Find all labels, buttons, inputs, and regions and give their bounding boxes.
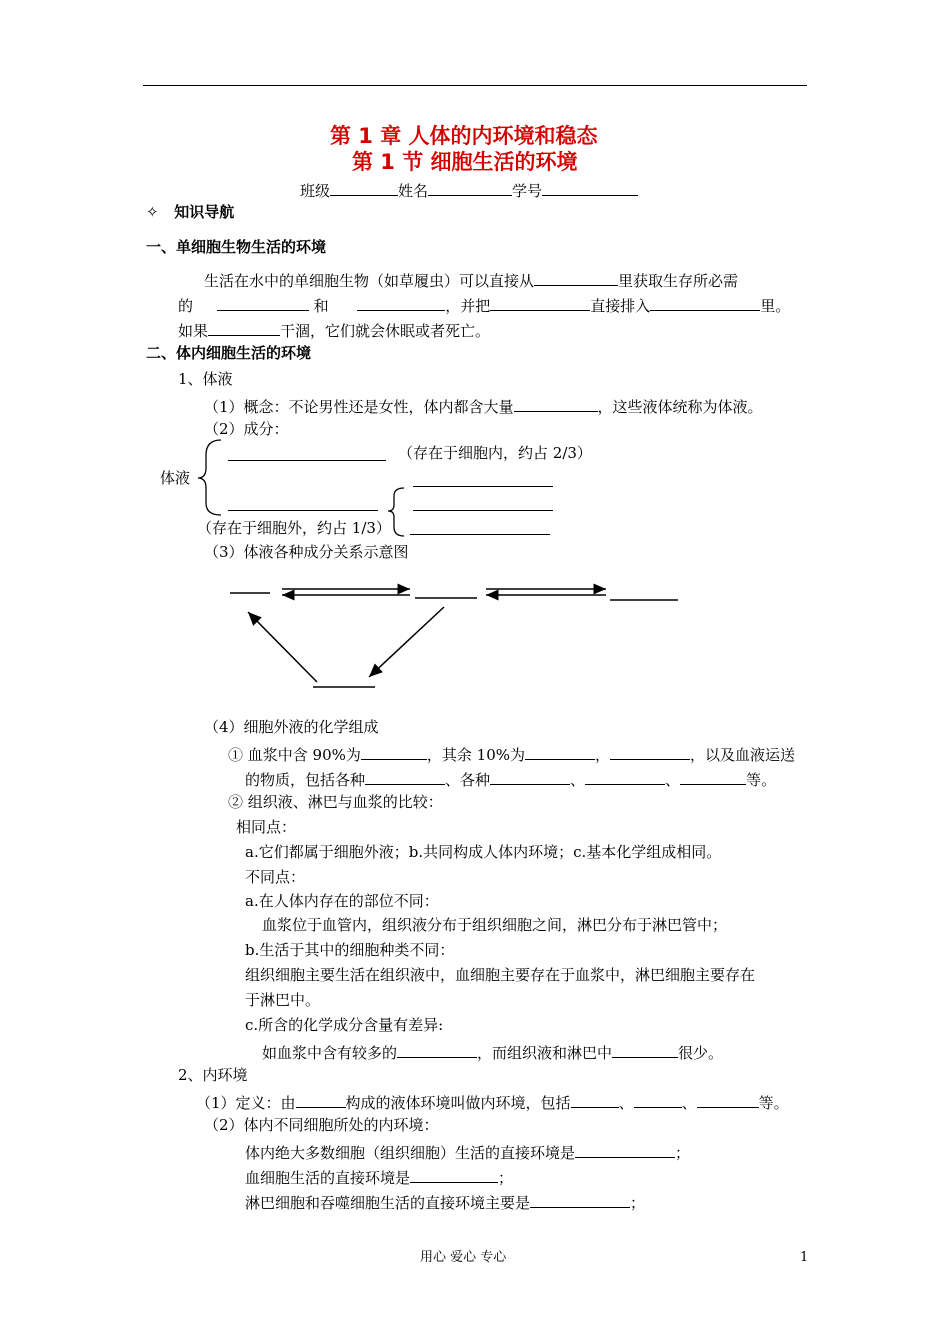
extracellular-note: （存在于细胞外，约占 1/3） [197, 519, 391, 537]
inner-brace [388, 488, 404, 536]
diff-c-part: ，而组织液和淋巴中 [477, 1044, 613, 1062]
intracellular-note: （存在于细胞内，约占 2/3） [398, 444, 592, 462]
diff-c: c.所含的化学成分含量有差异: [245, 1016, 444, 1034]
env-text: 体内绝大多数细胞（组织细胞）生活的直接环境是 [245, 1144, 576, 1162]
blank[interactable] [361, 745, 427, 760]
chem-text: ， [595, 746, 611, 764]
diff-a-text: 血浆位于血管内，组织液分布于组织细胞之间，淋巴分布于淋巴管中； [262, 916, 728, 934]
diff-c-part: 如血浆中含有较多的 [262, 1044, 398, 1062]
nav-title: 知识导航 [174, 203, 235, 221]
env-text: 淋巴细胞和吞噬细胞生活的直接环境主要是 [245, 1194, 531, 1212]
body-fluid-label: 体液 [160, 469, 191, 487]
def-text: （1）定义：由 [196, 1094, 296, 1112]
s1-text: 和 [313, 297, 329, 315]
chem-text: 、 [665, 771, 681, 789]
composition-label: （2）成分： [204, 420, 289, 438]
env-line1 [245, 1143, 690, 1161]
same-text: a.它们都属于细胞外液；b.共同构成人体内环境；c.基本化学组成相同。 [245, 843, 722, 861]
env-text: ； [675, 1144, 691, 1162]
diff-c-text [262, 1043, 723, 1061]
def-text: 、 [618, 1094, 634, 1112]
definition-line [196, 1093, 789, 1111]
section1-heading: 一、单细胞生物生活的环境 [146, 238, 327, 256]
blank[interactable] [585, 770, 665, 785]
diff-label: 不同点： [245, 868, 306, 886]
s1-text: 如果 [178, 322, 209, 340]
blank[interactable] [490, 770, 570, 785]
chem-text: ，其余 10%为 [426, 746, 525, 764]
env-text: ； [498, 1169, 514, 1187]
same-label: 相同点： [236, 818, 297, 836]
chem-text: 、各种 [445, 771, 491, 789]
arrow-bottom-to-left [248, 612, 317, 682]
chem-text: 等。 [746, 771, 777, 789]
id-label: 学号 [512, 182, 543, 200]
chem-text: 的物质，包括各种 [245, 771, 366, 789]
chem-text: 、 [570, 771, 586, 789]
chem-line2 [245, 770, 776, 788]
name-label: 姓名 [398, 182, 429, 200]
comparison-title: ② 组织液、淋巴与血浆的比较： [228, 793, 443, 811]
blank[interactable] [680, 770, 746, 785]
env-text: 血细胞生活的直接环境是 [245, 1169, 411, 1187]
blank[interactable] [610, 745, 690, 760]
body-fluid-heading: 1、体液 [178, 370, 233, 388]
section-title: 第 1 节 细胞生活的环境 [352, 150, 578, 174]
blank[interactable] [612, 1043, 678, 1058]
class-label: 班级 [300, 182, 331, 200]
env-line3 [245, 1193, 645, 1211]
blank[interactable] [530, 1193, 630, 1208]
blank[interactable] [634, 1093, 682, 1108]
blank[interactable] [365, 770, 445, 785]
def-text: 构成的液体环境叫做内环境，包括 [345, 1094, 571, 1112]
page-number: 1 [800, 1250, 809, 1265]
arrow-middle-to-bottom [369, 607, 444, 677]
env-line2 [245, 1168, 513, 1186]
blank[interactable] [575, 1143, 675, 1158]
blank[interactable] [525, 745, 595, 760]
chem-title: （4）细胞外液的化学组成 [204, 718, 379, 736]
environment-title: （2）体内不同细胞所处的内环境： [204, 1116, 439, 1134]
diff-b-text2: 于淋巴中。 [245, 991, 321, 1009]
outer-brace [198, 440, 221, 515]
s1-text: 里。 [760, 297, 791, 315]
footer-motto: 用心 爱心 专心 [420, 1250, 507, 1265]
s1-text: 直接排入 [590, 297, 651, 315]
s1-text: 干涸，它们就会休眠或者死亡。 [280, 322, 491, 340]
s1-text: 生活在水中的单细胞生物（如草履虫）可以直接从 [204, 272, 535, 290]
diamond-bullet-icon: ✧ [146, 203, 159, 221]
diff-b: b.生活于其中的细胞种类不同： [245, 941, 455, 959]
concept-text: （1）概念：不论男性还是女性，体内都含大量 [204, 398, 514, 416]
diff-c-part: 很少。 [678, 1044, 724, 1062]
def-text: 等。 [758, 1094, 789, 1112]
blank[interactable] [296, 1093, 346, 1108]
blank[interactable] [410, 1168, 498, 1183]
s1-text: 的 [178, 297, 194, 315]
blank[interactable] [571, 1093, 619, 1108]
section2-heading: 二、体内细胞生活的环境 [146, 344, 312, 362]
def-text: 、 [681, 1094, 697, 1112]
diagram-title: （3）体液各种成分关系示意图 [204, 543, 409, 561]
blank[interactable] [397, 1043, 477, 1058]
chapter-title: 第 1 章 人体的内环境和稳态 [330, 124, 598, 148]
internal-env-heading: 2、内环境 [178, 1066, 248, 1084]
s1-text: ，并把 [445, 297, 491, 315]
chem-line1 [228, 745, 795, 763]
chem-text: ，以及血液运送 [690, 746, 796, 764]
env-text: ； [630, 1194, 646, 1212]
diff-b-text1: 组织细胞主要生活在组织液中，血细胞主要存在于血浆中，淋巴细胞主要存在 [245, 966, 756, 984]
chem-text: ① 血浆中含 90%为 [228, 746, 361, 764]
s1-text: 里获取生存所必需 [618, 272, 739, 290]
concept-text: ，这些液体统称为体液。 [597, 398, 763, 416]
blank[interactable] [697, 1093, 759, 1108]
diff-a: a.在人体内存在的部位不同： [245, 892, 439, 910]
